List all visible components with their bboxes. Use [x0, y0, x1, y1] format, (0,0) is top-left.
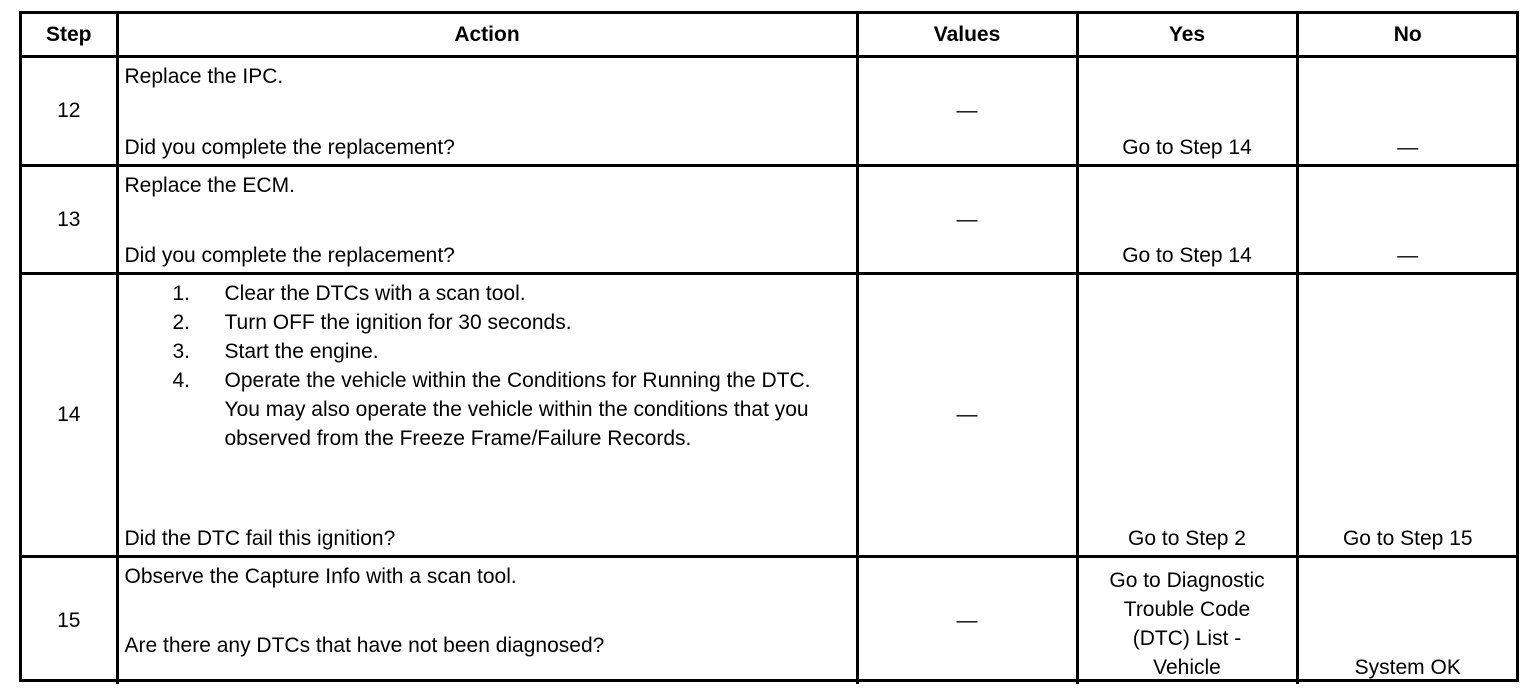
action-cell: [117, 165, 857, 273]
list-item: [173, 366, 850, 453]
diagnostic-table: [22, 14, 1517, 684]
no-cell: [1297, 556, 1517, 684]
yes-cell: [1077, 56, 1297, 165]
yes-cell: [1077, 165, 1297, 273]
list-item: [173, 337, 850, 366]
action-question: Are there any DTCs that have not been diagnosed?: [124, 634, 605, 657]
header-row: [22, 14, 1517, 56]
action-cell: [117, 56, 857, 165]
values-cell: —: [857, 165, 1077, 273]
step-number: 13: [22, 165, 117, 273]
list-item-text: Clear the DTCs with a scan tool.: [224, 281, 526, 305]
no-cell: [1297, 56, 1517, 165]
yes-result: Go to Step 2: [1128, 526, 1246, 550]
table-row: [22, 556, 1517, 684]
action-cell: [117, 556, 857, 684]
table-row: [22, 273, 1517, 556]
list-item: [173, 279, 850, 308]
yes-cell: [1077, 556, 1297, 684]
values-cell: —: [857, 56, 1077, 165]
list-item-text: Start the engine.: [224, 339, 379, 363]
list-item-number: 3.: [172, 339, 191, 363]
step-number: 14: [22, 273, 117, 556]
diagnostic-table-container: [19, 11, 1519, 682]
action-lead: Replace the ECM.: [124, 173, 295, 197]
values-cell: —: [857, 556, 1077, 684]
table-row: [22, 56, 1517, 165]
values-cell: —: [857, 273, 1077, 556]
action-cell: [117, 273, 857, 556]
action-lead: Replace the IPC.: [124, 64, 284, 88]
yes-cell: [1077, 273, 1297, 556]
list-item-number: 1.: [172, 281, 191, 305]
header-values: Values: [857, 14, 1077, 56]
no-result: —: [1397, 243, 1419, 267]
no-result: System OK: [1354, 656, 1461, 679]
list-item: [173, 308, 850, 337]
no-result: Go to Step 15: [1342, 526, 1473, 550]
table-row: [22, 165, 1517, 273]
header-step: Step: [22, 14, 117, 56]
no-cell: [1297, 165, 1517, 273]
action-steps-list: [125, 279, 850, 453]
no-result: —: [1397, 135, 1419, 159]
action-question: Did you complete the replacement?: [124, 243, 455, 267]
header-action: Action: [117, 14, 857, 56]
action-question: Did the DTC fail this ignition?: [124, 526, 396, 550]
list-item-text: Operate the vehicle within the Conditions for Running the DTC. You may also operate the vehicle within the conditions that you observed from the Freeze Frame/Failure Records.: [224, 368, 811, 450]
yes-result: Go to Step 14: [1122, 135, 1252, 159]
step-number: 15: [22, 556, 117, 684]
header-no: No: [1297, 14, 1517, 56]
action-lead: Observe the Capture Info with a scan tool.: [124, 564, 517, 588]
list-item-text: Turn OFF the ignition for 30 seconds.: [224, 310, 572, 334]
yes-result: Go to Diagnostic Trouble Code (DTC) List - Vehicle: [1109, 569, 1265, 679]
step-number: 12: [22, 56, 117, 165]
action-question: Did you complete the replacement?: [124, 135, 455, 159]
list-item-number: 4.: [172, 368, 191, 392]
list-item-number: 2.: [172, 310, 191, 334]
header-yes: Yes: [1077, 14, 1297, 56]
yes-result: Go to Step 14: [1122, 243, 1252, 267]
no-cell: [1297, 273, 1517, 556]
